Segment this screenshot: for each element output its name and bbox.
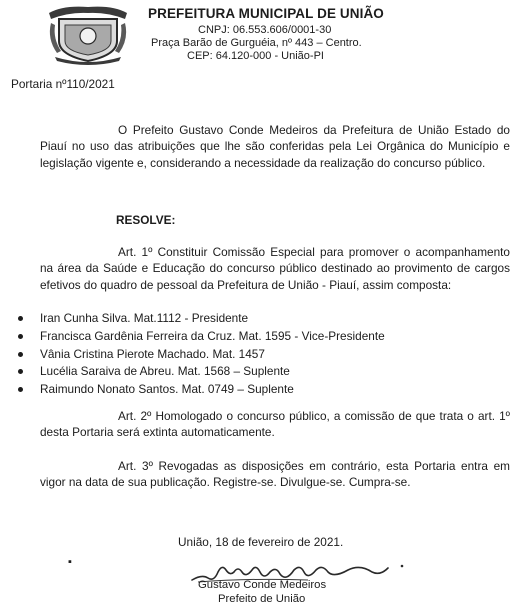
stray-mark: ▪ [68,556,72,568]
commission-members-list [18,310,385,399]
place-and-date: União, 18 de fevereiro de 2021. [178,535,344,549]
list-item [18,381,385,399]
bullet-icon [18,334,23,339]
list-item [18,328,385,346]
list-item [18,310,385,328]
header-title: PREFEITURA MUNICIPAL DE UNIÃO [148,6,384,21]
municipal-coat-of-arms-icon [45,3,131,65]
header-cep: CEP: 64.120-000 - União-PI [187,50,324,62]
bullet-icon [18,369,23,374]
member-name: Lucélia Saraiva de Abreu. Mat. 1568 – Suplente [40,364,290,379]
list-item [18,346,385,364]
member-name: Francisca Gardênia Ferreira da Cruz. Mat. 1595 - Vice-Presidente [40,328,385,343]
article-2-paragraph: Art. 2º Homologado o concurso público, a comissão de que trata o art. 1º desta Portaria será extinta automaticamente. [40,409,510,440]
header-address: Praça Barão de Gurguéia, nº 443 – Centro. [151,37,362,49]
portaria-number: Portaria nº110/2021 [11,77,115,91]
preamble-paragraph: O Prefeito Gustavo Conde Medeiros da Prefeitura de União Estado do Piauí no uso das atribuições que lhe são conferidas pela Lei Orgânica do Município e legislação vigente e, considerando a necessidade da realização do concurso público. [40,123,510,170]
signatory-role: Prefeito de União [218,593,306,605]
bullet-icon [18,387,23,392]
member-name: Iran Cunha Silva. Mat.1112 - Presidente [40,311,249,325]
article-1-paragraph: Art. 1º Constituir Comissão Especial para promover o acompanhamento na área da Saúde e Educação do concurso público destinado ao provimento de cargos efetivos do quadro de pessoal da Prefeitura de União - Piauí, assim composta: [40,245,510,292]
header-cnpj: CNPJ: 06.553.606/0001-30 [198,24,332,36]
member-name: Raimundo Nonato Santos. Mat. 0749 – Suplente [40,382,294,397]
bullet-icon [18,316,23,321]
list-item [18,363,385,381]
bullet-icon [18,352,23,357]
signatory-name: Gustavo Conde Medeiros [198,579,327,591]
article-3-paragraph: Art. 3º Revogadas as disposições em contrário, esta Portaria entra em vigor na data de sua publicação. Registre-se. Divulgue-se. Cumpra-se. [40,459,510,490]
resolve-heading: RESOLVE: [116,213,176,227]
member-name: Vânia Cristina Pierote Machado. Mat. 1457 [40,346,265,361]
